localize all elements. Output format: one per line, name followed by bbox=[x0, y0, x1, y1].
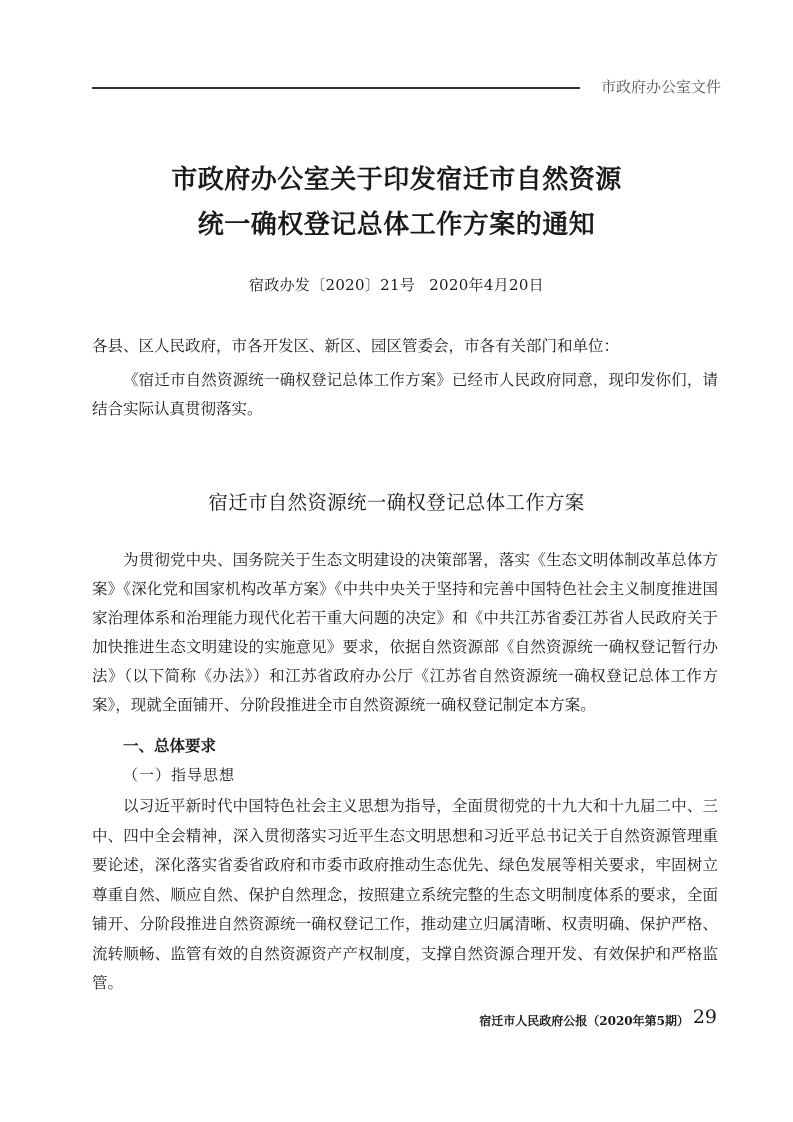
title-line-2: 统一确权登记总体工作方案的通知 bbox=[197, 210, 596, 240]
document-date: 2020年4月20日 bbox=[429, 276, 544, 294]
section-heading: 一、总体要求 bbox=[123, 737, 217, 755]
publication-footer: 宿迁市人民政府公报（2020年第5期） bbox=[479, 1014, 689, 1028]
document-number: 宿政办发〔2020〕21号 bbox=[249, 276, 416, 294]
preamble-paragraph: 为贯彻党中央、国务院关于生态文明建设的决策部署，落实《生态文明体制改革总体方案》《深化党和国家机构改革方案》《中共中央关于坚持和完善中国特色社会主义制度推进国家治理体系和治理能力现代化若干重大问题的决定》和《中共江苏省委江苏省人民政府关于加快推进生态文明建设的实施意见》要求，依据自然资源部《自然资源统一确权登记暂行办法》（以下简称《办法》）和江苏省政府办公厅《江苏省自然资源统一确权登记总体工作方案》，现就全面铺开、分阶段推进全市自然资源统一确权登记制定本方案。 bbox=[92, 551, 718, 714]
document-title bbox=[0, 158, 793, 248]
plan-title: 宿迁市自然资源统一确权登记总体工作方案 bbox=[208, 491, 585, 514]
header-tag: 市政府办公室文件 bbox=[600, 78, 721, 96]
addressee: 各县、区人民政府，市各开发区、新区、园区管委会，市各有关部门和单位： bbox=[92, 337, 620, 355]
page-number: 29 bbox=[692, 1006, 717, 1028]
document-meta bbox=[0, 274, 793, 295]
guiding-thought-paragraph: 以习近平新时代中国特色社会主义思想为指导，全面贯彻党的十九大和十九届二中、三中、四中全会精神，深入贯彻落实习近平生态文明思想和习近平总书记关于自然资源管理重要论述，深化落实省委省政府和市委市政府推动生态优先、绿色发展等相关要求，牢固树立尊重自然、顺应自然、保护自然理念，按照建立系统完整的生态文明制度体系的要求，全面铺开、分阶段推进自然资源统一确权登记工作，推动建立归属清晰、权责明确、保护严格、流转顺畅、监管有效的自然资源资产产权制度，支撑自然资源合理开发、有效保护和严格监管。 bbox=[92, 797, 718, 992]
header-rule bbox=[92, 87, 580, 89]
subsection-heading: （一）指导思想 bbox=[123, 766, 236, 784]
intro-paragraph: 《宿迁市自然资源统一确权登记总体工作方案》已经市人民政府同意，现印发你们，请结合实际认真贯彻落实。 bbox=[92, 371, 718, 418]
title-line-1: 市政府办公室关于印发宿迁市自然资源 bbox=[171, 165, 622, 195]
